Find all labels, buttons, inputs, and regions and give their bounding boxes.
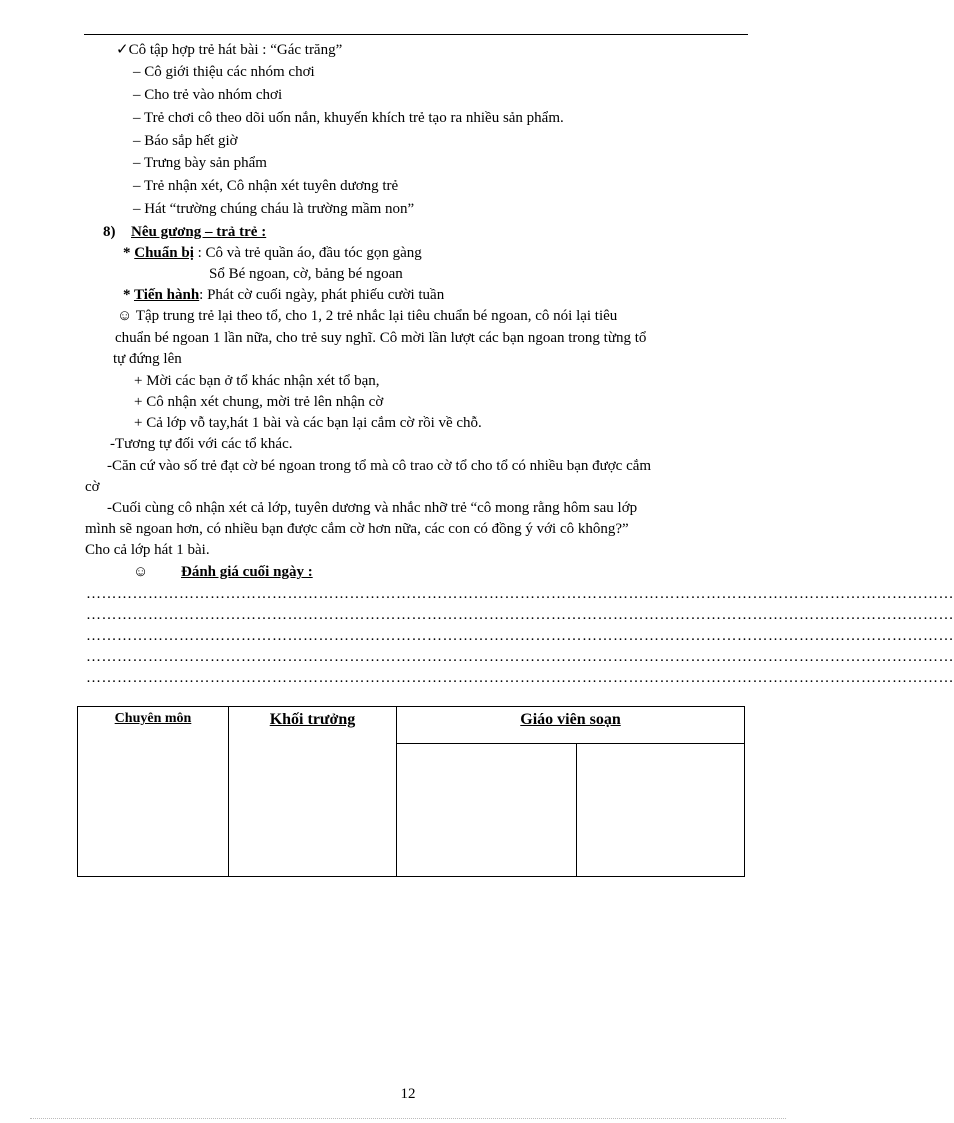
proc-text: : Phát cờ cuối ngày, phát phiếu cười tuần	[199, 287, 445, 303]
section-title: Nêu gương – trả trẻ :	[131, 224, 267, 240]
dotted-line: ……………………………………………………………………………………………………………………………………………………	[86, 607, 954, 623]
specialist-cell	[78, 707, 229, 877]
prep-text-2: Sổ Bé ngoan, cờ, bảng bé ngoan	[209, 266, 403, 282]
teacher-header: Giáo viên soạn	[520, 711, 621, 728]
paragraph-line: -Tương tự đối với các tổ khác.	[110, 436, 293, 452]
group-leader-cell	[229, 707, 397, 877]
bullet-item: – Hát “trường chúng cháu là trường mầm non”	[133, 201, 415, 217]
bullet-item: – Trẻ chơi cô theo dõi uốn nắn, khuyến khích trẻ tạo ra nhiều sản phẩm.	[133, 110, 564, 126]
prep-label: Chuẩn bị	[134, 245, 194, 261]
teacher-header-cell	[397, 707, 745, 744]
dotted-line: ……………………………………………………………………………………………………………………………………………………	[86, 586, 954, 602]
signature-table	[77, 706, 745, 877]
bullet-item: – Trẻ nhận xét, Cô nhận xét tuyên dương trẻ	[133, 178, 399, 194]
prep-text: : Cô và trẻ quần áo, đầu tóc gọn gàng	[193, 245, 422, 261]
page-number: 12	[400, 1086, 416, 1102]
evaluation-title: Đánh giá cuối ngày :	[181, 564, 313, 580]
paragraph-line: -Cuối cùng cô nhận xét cả lớp, tuyên dương và nhắc nhỡ trẻ “cô mong rằng hôm sau lớp	[107, 500, 638, 516]
paragraph-line: + Cô nhận xét chung, mời trẻ lên nhận cờ	[134, 394, 384, 410]
paragraph-line: + Mời các bạn ở tổ khác nhận xét tổ bạn,	[134, 373, 380, 389]
specialist-header: Chuyên môn	[114, 711, 192, 726]
paragraph-line: Cho cả lớp hát 1 bài.	[85, 542, 210, 558]
bottom-rule	[30, 1118, 786, 1119]
paragraph-line: + Cả lớp vỗ tay,hát 1 bài và các bạn lại cắm cờ rồi về chỗ.	[134, 415, 482, 431]
teacher-sign-cell-2	[577, 744, 745, 877]
paragraph-line: -Căn cứ vào số trẻ đạt cờ bé ngoan trong tổ mà cô trao cờ tổ cho tổ có nhiều bạn được cắm	[107, 458, 652, 474]
paragraph-line: ☺ Tập trung trẻ lại theo tổ, cho 1, 2 trẻ nhắc lại tiêu chuẩn bé ngoan, cô nói lại tiêu	[117, 308, 618, 324]
proc-line	[123, 285, 444, 305]
dotted-line: ……………………………………………………………………………………………………………………………………………………	[86, 670, 954, 686]
bullet-item: – Cho trẻ vào nhóm chơi	[133, 87, 283, 103]
prep-star: *	[123, 245, 135, 261]
dotted-line: ……………………………………………………………………………………………………………………………………………………	[86, 628, 954, 644]
proc-star: *	[123, 287, 134, 303]
paragraph-line: mình sẽ ngoan hơn, có nhiều bạn được cắm cờ hơn nữa, các con có đồng ý với cô không?”	[85, 521, 629, 537]
prep-line	[123, 243, 422, 263]
bullet-item: – Báo sắp hết giờ	[133, 133, 238, 149]
paragraph-line: cờ	[85, 479, 100, 495]
line-gac-trang: ✓Cô tập hợp trẻ hát bài : “Gác trăng”	[116, 42, 343, 58]
group-leader-header: Khối trưởng	[269, 711, 356, 728]
bullet-item: – Cô giới thiệu các nhóm chơi	[133, 64, 315, 80]
bullet-item: – Trưng bày sản phẩm	[133, 155, 267, 171]
proc-label: Tiến hành	[133, 287, 200, 303]
top-rule	[84, 34, 748, 35]
smiley-icon: ☺	[133, 564, 149, 580]
section-number: 8)	[103, 224, 116, 240]
teacher-sign-cell-1	[397, 744, 577, 877]
paragraph-line: tự đứng lên	[113, 351, 182, 367]
dotted-line: ……………………………………………………………………………………………………………………………………………………	[86, 649, 954, 665]
paragraph-line: chuẩn bé ngoan 1 lần nữa, cho trẻ suy nghĩ. Cô mời lần lượt các bạn ngoan trong từng tổ	[115, 330, 647, 346]
